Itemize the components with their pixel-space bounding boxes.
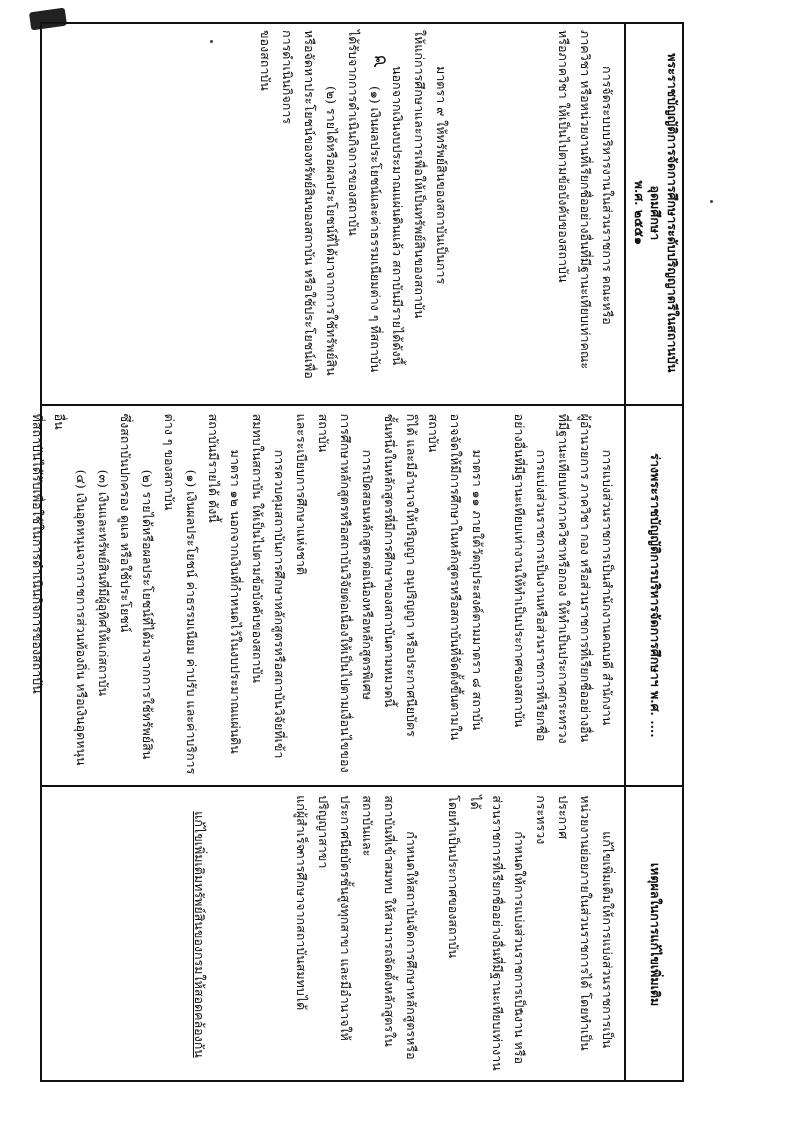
- section-heading: มาตรา ๑๑ ภายใต้วัตถุประสงค์ตามมาตรา ๘ สถาบัน: [470, 449, 485, 731]
- paragraph: ก็ได้ และมีอำนาจให้ปริญญา อนุปริญญา หรือประกาศนียบัตร: [404, 413, 419, 737]
- comparison-table: [30, 22, 684, 1082]
- paragraph: อาจจัดให้มีการศึกษาในหลักสูตรหรือสถาบันที่จัดตั้งขึ้นตามในสถาบัน: [426, 413, 463, 741]
- paragraph: ภาควิชา หรือหน่วยงานที่เรียกชื่ออย่างอื่นที่มีฐานะเทียบเท่าคณะ: [578, 30, 593, 370]
- list-item: (๔) เงินอุดหนุนจากราชการส่วนท้องถิ่น หรือเงินอุดหนุนอื่น: [52, 413, 89, 766]
- paragraph: และระเบียบการศึกษาแห่งชาติ: [294, 413, 309, 576]
- column-header-line: เหตุผลในการแก้ไขเพิ่มเติม: [648, 862, 664, 1007]
- paragraph: กระทรวง: [534, 795, 549, 845]
- column-reasons: [40, 785, 684, 1082]
- paragraph: การควบคุมสถาบันการศึกษาหลักสูตรหรือสถาบันวิจัยที่เข้า: [272, 449, 287, 759]
- section-heading: มาตรา ๙ ให้ทรัพย์สินของสถาบันเป็นการ: [434, 66, 449, 285]
- paragraph: การแบ่งส่วนราชการเป็นสำนักงานคณบดี สำนักงาน: [600, 449, 615, 726]
- column-body: [182, 787, 624, 1082]
- column-header-line: ร่างพระราชบัญญัติการบริหารจัดการศึกษาฯ พ.ศ. ....: [648, 453, 664, 738]
- paragraph: หรือภาควิชา ให้เป็นไปตามข้อบังคับของสถาบัน: [556, 30, 571, 283]
- column-draft-act: [30, 404, 684, 786]
- list-item: (๒) รายได้หรือผลประโยชน์ที่ได้มาจากการใช้ทรัพย์สิน: [140, 469, 155, 760]
- column-header-line: พระราชบัญญัติการจัดการศึกษาระดับปริญญาตรีในสถานบันอุดมศึกษา: [648, 53, 681, 373]
- column-header: [624, 787, 684, 1082]
- paragraph: ที่มีฐานะเทียบเท่าภาควิชาหรือกอง ให้ทำเป็นประกาศกระทรวง: [556, 413, 571, 744]
- paragraph: สถาบันมีรายได้ ดังนี้: [206, 413, 221, 523]
- paragraph: ได้รับจากการดำเนินกิจการของสถาบัน: [346, 30, 361, 236]
- paragraph: อย่างอื่นที่มีฐานะเทียบเท่างานให้ทำเป็นประกาศของสถาบัน: [512, 413, 527, 728]
- column-header: [624, 22, 684, 404]
- list-item: (๒) รายได้หรือผลประโยชน์ที่ได้มาจากการใช้ทรัพย์สิน: [324, 86, 339, 376]
- paragraph: นอกจากเงินงบประมาณแผ่นดินแล้ว สถาบันมีรายได้ดังนี้: [390, 66, 405, 366]
- paragraph: โดยทำเป็นประกาศของสถาบัน: [446, 795, 461, 959]
- paragraph: ชั้นหนึ่งในหลักสูตรที่มีการศึกษาของสถาบันตามหมวดนี้: [382, 413, 397, 708]
- paragraph: กำหนดให้สถาบันจัดการศึกษาหลักสูตรหรือ: [404, 831, 419, 1060]
- column-header-line: พ.ศ. ๒๕๕๑: [631, 180, 647, 245]
- paragraph: สถาบันที่เข้าสมทบ ให้สามารถจัดตั้งหลักสูตรในสถาบันและ: [360, 795, 397, 1047]
- paragraph: ของสถาบัน: [258, 30, 273, 91]
- paragraph: การเปิดสอนหลักสูตรต่อเนื่องหรือหลักสูตรพิเศษ: [360, 449, 375, 700]
- paragraph: ให้แก่การศึกษาและการเพื่อให้เป็นทรัพย์สินของสถาบัน: [412, 30, 427, 319]
- paragraph: ต่าง ๆ ของสถาบัน: [162, 413, 177, 511]
- rotated-table-content: [30, 22, 684, 1082]
- column-existing-act: [40, 22, 684, 404]
- section-heading: มาตรา ๑๒ นอกจากเงินที่กำหนดไว้ในงบประมาณแผ่นดิน: [228, 449, 243, 754]
- paragraph: ผู้อำนวยการ ภาควิชา กอง หรือส่วนราชการที่เรียกชื่ออย่างอื่น: [578, 413, 593, 743]
- column-header: [624, 406, 684, 786]
- scan-speck: [710, 200, 713, 203]
- paragraph: กำหนดให้การแบ่งส่วนราชการเป็นงาน หรือ: [512, 831, 527, 1064]
- paragraph: ที่สถาบันได้รับเพื่อใช้ในการดำเนินกิจการของสถาบัน: [30, 413, 45, 694]
- paragraph: การจัดระบบบริหารงานในส่วนราชการ คณะหรือ: [600, 66, 615, 325]
- page-number: ๔: [373, 51, 387, 72]
- paragraph: การศึกษาหลักสูตรหรือสถาบันวิจัยต่อเนื่องให้เป็นไปตามเงื่อนไขของสถาบัน: [316, 413, 353, 773]
- paragraph: การแบ่งส่วนราชการเป็นงานหรือส่วนราชการที่เรียกชื่อ: [534, 449, 549, 742]
- paragraph: แก้ไขเพิ่มเติมให้การแบ่งส่วนราชการเป็น: [600, 831, 615, 1049]
- paragraph: ซึ่งสถาบันปกครอง ดูแล หรือใช้ประโยชน์: [118, 413, 133, 633]
- paragraph: หน่วยงานย่อยภายในส่วนราชการได้ โดยทำเป็นประกาศ: [556, 795, 593, 1051]
- paragraph: แก่ผู้สำเร็จการศึกษาจากสถาบันสมทบได้: [294, 795, 309, 1011]
- table-grid: [30, 22, 684, 1082]
- column-body: [20, 406, 624, 786]
- paragraph: แก้ไขเพิ่มเติมทรัพย์สินของกรมให้สอดคล้องกัน: [192, 811, 207, 1058]
- list-item: (๑) เงินผลประโยชน์ ค่าธรรมเนียม ค่าปรับ และค่าบริการ: [184, 469, 199, 775]
- paragraph: สมทบในสถาบัน ให้เป็นไปตามข้อบังคับของสถาบัน: [250, 413, 265, 683]
- paragraph: ประกาศนียบัตรชั้นสูงทุกสาขา และมีอำนาจให้ปริญญาสาขา: [316, 795, 353, 1041]
- list-item: (๓) เงินและทรัพย์สินที่มีผู้อุทิศให้แก่สถาบัน: [96, 469, 111, 697]
- paragraph: ส่วนราชการที่เรียกชื่ออย่างอื่นที่มีฐานะเทียบเท่างานได้: [468, 795, 505, 1071]
- paragraph: หรือจัดหาประโยชน์ของทรัพย์สินของสถาบัน หรือใช้ประโยชน์เพื่อการดำเนินกิจการ: [280, 30, 317, 379]
- column-body: [248, 22, 624, 404]
- list-item: (๑) เงินผลประโยชน์และค่าธรรมเนียมต่าง ๆ ที่สถาบัน: [368, 86, 383, 373]
